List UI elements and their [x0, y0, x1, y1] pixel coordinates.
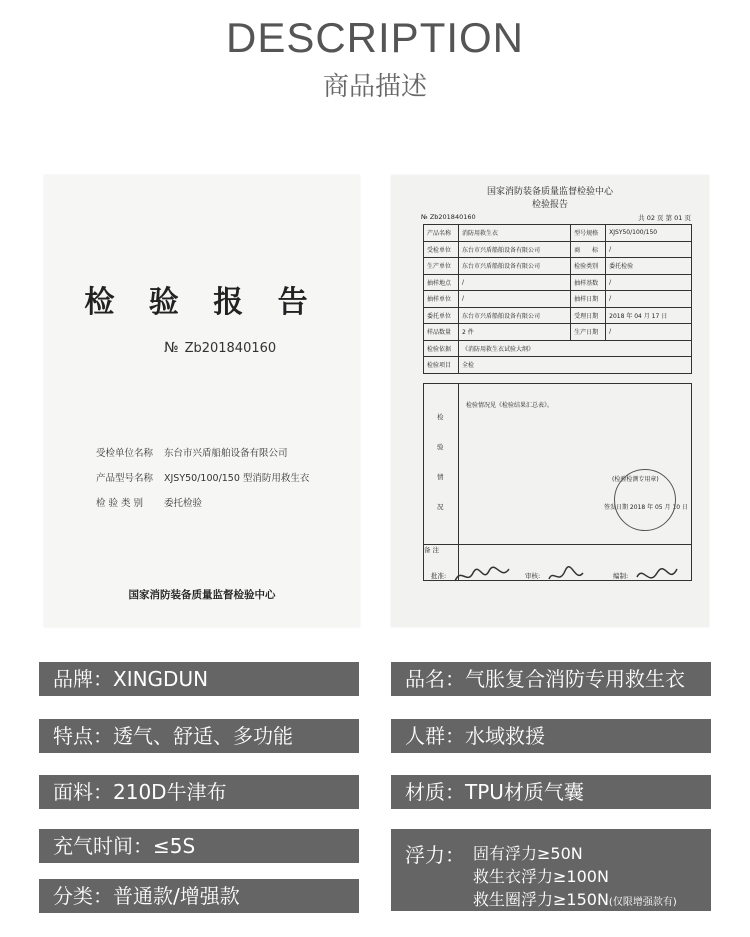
- field-value: 委托检验: [164, 498, 203, 509]
- field-value: 东台市兴盾船舶设备有限公司: [164, 448, 288, 459]
- page-title: DESCRIPTION: [225, 14, 525, 61]
- compile-label: 编制:: [613, 572, 629, 580]
- table-cell: 东台市兴盾船舶设备有限公司: [459, 241, 571, 258]
- table-cell: 样品数量: [424, 324, 459, 341]
- table-cell: 生产日期: [571, 324, 606, 341]
- table-cell: 全检: [459, 357, 692, 374]
- table-cell: 东台市兴盾船舶设备有限公司: [459, 258, 571, 275]
- table-cell: 受理日期: [571, 307, 606, 324]
- field-value: XJSY50/100/150 型消防用救生衣: [164, 473, 310, 484]
- table-cell: 检验依据: [424, 340, 459, 357]
- spec-features: 特点：透气、舒适、多功能: [39, 719, 359, 753]
- table-row: [424, 258, 692, 275]
- field-label: 检 验 类 别: [96, 498, 144, 509]
- results-label-char: 验: [437, 443, 444, 451]
- table-row: [424, 241, 692, 258]
- cover-organization: 国家消防装备质量监督检验中心: [128, 589, 276, 601]
- table-row: [424, 324, 692, 341]
- table-cell: XJSY50/100/150: [606, 225, 692, 242]
- sign-date: 签发日期 2018 年 05 月 10 日: [604, 504, 688, 511]
- table-cell: 抽样基数: [571, 274, 606, 291]
- buoyancy-line-enhanced: [473, 887, 677, 910]
- cover-field-inspection-type: [96, 495, 202, 509]
- spec-fabric: 面料：210D牛津布: [39, 775, 359, 809]
- report-organization: 国家消防装备质量监督检验中心: [486, 187, 613, 197]
- table-cell: 检验类别: [571, 258, 606, 275]
- approve-signature: [453, 563, 513, 594]
- table-cell: 2 件: [459, 324, 571, 341]
- remarks-label-char: 备: [424, 546, 431, 554]
- spec-inflation-time: 充气时间：≤5S: [39, 829, 359, 863]
- results-label-column: [424, 384, 459, 544]
- spec-category: 分类：普通款/增强款: [39, 879, 359, 913]
- table-cell: 产品名称: [424, 225, 459, 242]
- spec-audience: 人群：水域救援: [391, 719, 711, 753]
- table-row: [424, 307, 692, 324]
- table-cell: 检验项目: [424, 357, 459, 374]
- cover-title: 检 验 报 告: [84, 285, 320, 320]
- buoyancy-line: 救生圈浮力≥150N: [473, 890, 609, 909]
- buoyancy-label: 浮力：: [405, 843, 465, 867]
- cover-number: [164, 340, 276, 356]
- table-cell: /: [606, 241, 692, 258]
- stamp-text: (检验检测专用章): [612, 476, 659, 483]
- official-seal: [614, 469, 676, 531]
- report-page-image: [391, 175, 709, 627]
- table-cell: 抽样单位: [424, 291, 459, 308]
- table-cell: /: [606, 274, 692, 291]
- table-row: [424, 340, 692, 357]
- report-cover-image: [44, 175, 360, 627]
- table-cell: 2018 年 04 月 17 日: [606, 307, 692, 324]
- results-label-char: 检: [437, 413, 444, 421]
- cover-number-value: Zb201840160: [184, 341, 277, 356]
- buoyancy-line: 救生衣浮力≥100N: [473, 867, 609, 886]
- spec-brand: 品牌：XINGDUN: [39, 662, 359, 696]
- table-cell: /: [459, 291, 571, 308]
- field-label: 受检单位名称: [96, 448, 154, 459]
- table-cell: 消防用救生衣: [459, 225, 571, 242]
- results-text: 检验情况见《检验结果汇总表》。: [466, 402, 554, 409]
- remarks-label-char: 注: [432, 546, 440, 554]
- table-cell: 受检单位: [424, 241, 459, 258]
- results-label-char: 况: [437, 503, 444, 511]
- table-row: [424, 225, 692, 242]
- table-cell: 型号规格: [571, 225, 606, 242]
- table-row: [424, 274, 692, 291]
- report-info-table: [423, 224, 692, 374]
- table-cell: 抽样地点: [424, 274, 459, 291]
- report-page-count: 共 02 页 第 01 页: [638, 214, 691, 222]
- spec-product-name: 品名：气胀复合消防专用救生衣: [391, 662, 711, 696]
- buoyancy-note: (仅限增强款有): [608, 897, 677, 908]
- table-row: [424, 357, 692, 374]
- cover-field-inspected-unit: [96, 445, 288, 459]
- table-row: [424, 291, 692, 308]
- table-cell: 抽样日期: [571, 291, 606, 308]
- table-cell: 东台市兴盾船舶设备有限公司: [459, 307, 571, 324]
- compile-signature: [635, 563, 679, 594]
- table-cell: 商 标: [571, 241, 606, 258]
- table-cell: 《消防用救生衣试验大纲》: [459, 340, 692, 357]
- report-title: 检验报告: [531, 200, 568, 210]
- table-cell: 委托检验: [606, 258, 692, 275]
- page-subtitle: 商品描述: [322, 72, 427, 102]
- spec-buoyancy: [391, 829, 711, 911]
- table-cell: /: [606, 324, 692, 341]
- cover-field-product-model: [96, 470, 309, 484]
- table-cell: 委托单位: [424, 307, 459, 324]
- review-label: 审核:: [525, 572, 541, 580]
- number-symbol: №: [164, 340, 179, 356]
- spec-material: 材质：TPU材质气囊: [391, 775, 711, 809]
- table-cell: /: [606, 291, 692, 308]
- review-signature: [547, 563, 587, 594]
- report-number: № Zb201840160: [421, 213, 476, 221]
- results-label-char: 情: [437, 473, 444, 481]
- table-cell: /: [459, 274, 571, 291]
- table-cell: 生产单位: [424, 258, 459, 275]
- field-label: 产品型号名称: [96, 473, 154, 484]
- buoyancy-line: 固有浮力≥50N: [473, 844, 583, 863]
- approve-label: 批准:: [431, 572, 447, 580]
